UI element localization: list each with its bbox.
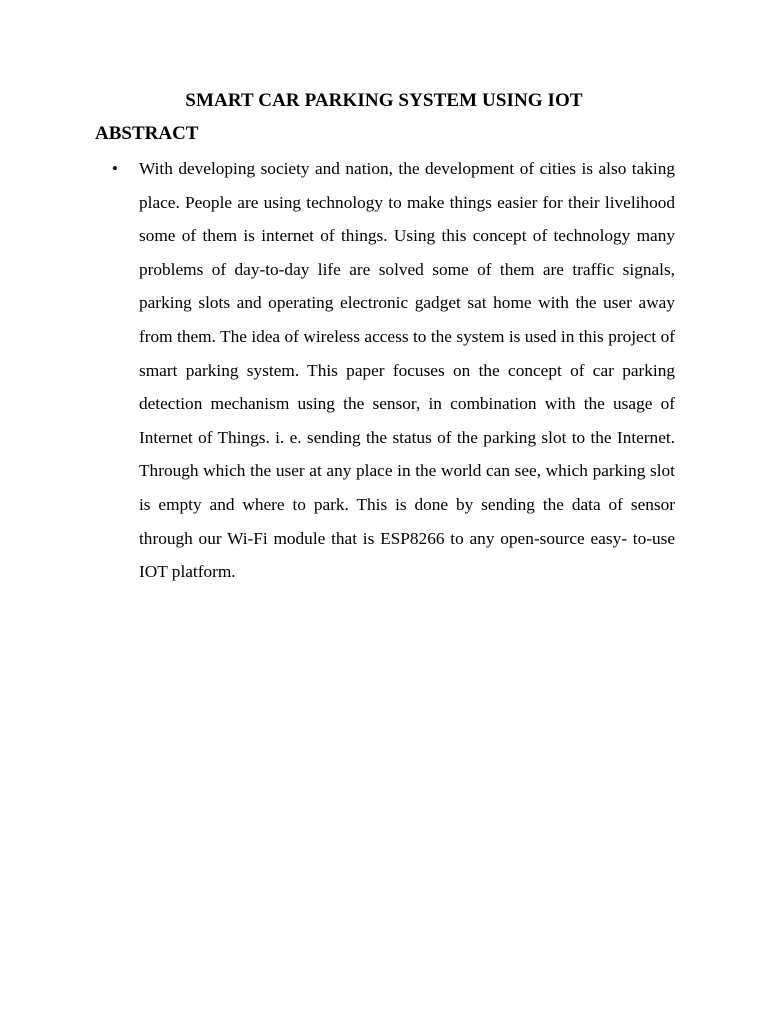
- bullet-icon: •: [112, 159, 118, 178]
- section-heading-abstract: ABSTRACT: [95, 123, 199, 144]
- document-title: SMART CAR PARKING SYSTEM USING IOT: [185, 90, 583, 111]
- abstract-bullet-list: [112, 152, 682, 589]
- abstract-paragraph: With developing society and nation, the development of cities is also taking place. People are using technology to make things easier for their livelihood some of them is internet of things. Using this concept of technology many problems of day-to-day life are solved some of them are traffic signals, parking slots and operating electronic gadget sat home with the user away from them. The idea of wireless access to the system is used in this project of smart parking system. This paper focuses on the concept of car parking detection mechanism using the sensor, in combination with the usage of Internet of Things. i. e. sending the status of the parking slot to the Internet. Through which the user at any place in the world can see, which parking slot is empty and where to park. This is done by sending the data of sensor through our Wi-Fi module that is ESP8266 to any open-source easy- to-use IOT platform.: [139, 159, 675, 582]
- list-item: [112, 152, 682, 589]
